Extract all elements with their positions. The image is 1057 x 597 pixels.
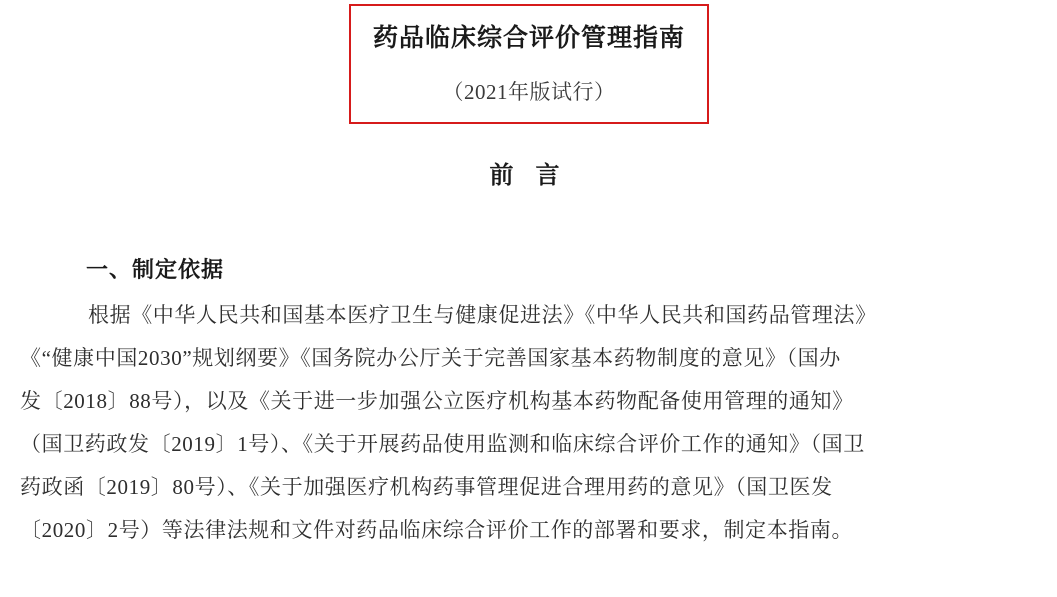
- preface-heading: 前 言: [489, 163, 568, 189]
- section-heading-basis: 一、制定依据: [86, 257, 225, 282]
- body-line: 《“健康中国2030”规划纲要》《国务院办公厅关于完善国家基本药物制度的意见》（国办: [20, 346, 841, 370]
- body-line: 〔2020〕2号）等法律法规和文件对药品临床综合评价工作的部署和要求，制定本指南。: [20, 518, 854, 542]
- document-subtitle: （2021年版试行）: [442, 80, 616, 104]
- document-title: 药品临床综合评价管理指南: [372, 25, 685, 52]
- body-line: 根据《中华人民共和国基本医疗卫生与健康促进法》《中华人民共和国药品管理法》: [88, 303, 877, 327]
- body-line: 药政函〔2019〕80号）、《关于加强医疗机构药事管理促进合理用药的意见》（国卫医发: [20, 475, 833, 499]
- title-highlight-box: [349, 4, 709, 124]
- body-line: （国卫药政发〔2019〕1号）、《关于开展药品使用监测和临床综合评价工作的通知》（国卫: [20, 432, 865, 456]
- body-paragraph: [20, 294, 1040, 552]
- body-line: 发〔2018〕88号），以及《关于进一步加强公立医疗机构基本药物配备使用管理的通知》: [20, 389, 854, 413]
